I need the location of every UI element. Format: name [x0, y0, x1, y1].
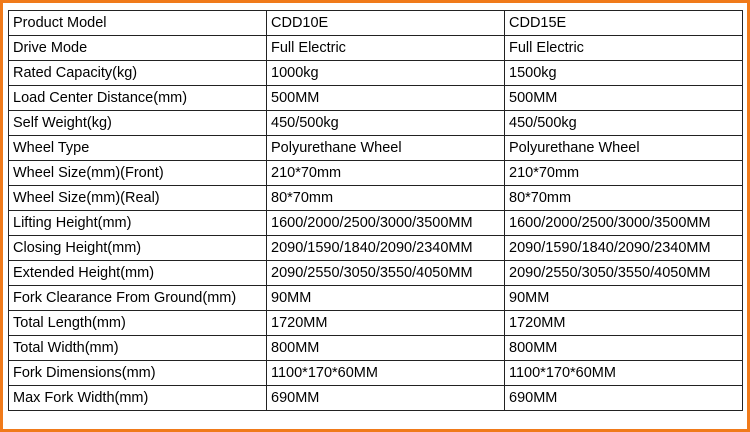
spec-value-cdd10e-cell: 1600/2000/2500/3000/3500MM: [267, 211, 505, 236]
spec-value-cdd10e-cell: 1100*170*60MM: [267, 361, 505, 386]
spec-value-cdd10e-cell: 500MM: [267, 86, 505, 111]
header-model-1-cell: CDD10E: [267, 11, 505, 36]
header-label-cell: Product Model: [9, 11, 267, 36]
spec-value-cdd10e-cell: 690MM: [267, 386, 505, 411]
table-row: [9, 336, 743, 361]
table-row: [9, 211, 743, 236]
table-row: [9, 61, 743, 86]
spec-label-cell: Max Fork Width(mm): [9, 386, 267, 411]
table-row: [9, 36, 743, 61]
table-row: [9, 161, 743, 186]
spec-value-cdd10e-cell: 1720MM: [267, 311, 505, 336]
spec-value-cdd15e-cell: 1500kg: [505, 61, 743, 86]
spec-label-cell: Fork Dimensions(mm): [9, 361, 267, 386]
spec-table: [8, 10, 743, 411]
spec-value-cdd10e-cell: 80*70mm: [267, 186, 505, 211]
spec-label-cell: Total Width(mm): [9, 336, 267, 361]
spec-label-cell: Rated Capacity(kg): [9, 61, 267, 86]
table-row: [9, 261, 743, 286]
spec-value-cdd15e-cell: Polyurethane Wheel: [505, 136, 743, 161]
table-row: [9, 311, 743, 336]
spec-label-cell: Fork Clearance From Ground(mm): [9, 286, 267, 311]
table-row: [9, 236, 743, 261]
spec-label-cell: Wheel Size(mm)(Front): [9, 161, 267, 186]
spec-value-cdd10e-cell: Polyurethane Wheel: [267, 136, 505, 161]
spec-value-cdd15e-cell: 2090/2550/3050/3550/4050MM: [505, 261, 743, 286]
spec-value-cdd10e-cell: 1000kg: [267, 61, 505, 86]
spec-value-cdd10e-cell: Full Electric: [267, 36, 505, 61]
spec-table-body: [9, 11, 743, 411]
spec-label-cell: Extended Height(mm): [9, 261, 267, 286]
spec-label-cell: Wheel Size(mm)(Real): [9, 186, 267, 211]
table-row: [9, 386, 743, 411]
table-row: [9, 136, 743, 161]
spec-label-cell: Load Center Distance(mm): [9, 86, 267, 111]
spec-value-cdd10e-cell: 2090/1590/1840/2090/2340MM: [267, 236, 505, 261]
spec-value-cdd10e-cell: 210*70mm: [267, 161, 505, 186]
spec-value-cdd15e-cell: 1100*170*60MM: [505, 361, 743, 386]
spec-label-cell: Closing Height(mm): [9, 236, 267, 261]
spec-value-cdd15e-cell: Full Electric: [505, 36, 743, 61]
table-header-row: [9, 11, 743, 36]
spec-label-cell: Drive Mode: [9, 36, 267, 61]
spec-value-cdd15e-cell: 1600/2000/2500/3000/3500MM: [505, 211, 743, 236]
header-model-2-cell: CDD15E: [505, 11, 743, 36]
spec-value-cdd15e-cell: 500MM: [505, 86, 743, 111]
table-row: [9, 86, 743, 111]
spec-value-cdd15e-cell: 800MM: [505, 336, 743, 361]
spec-value-cdd15e-cell: 2090/1590/1840/2090/2340MM: [505, 236, 743, 261]
spec-value-cdd15e-cell: 210*70mm: [505, 161, 743, 186]
table-row: [9, 286, 743, 311]
spec-value-cdd15e-cell: 690MM: [505, 386, 743, 411]
spec-value-cdd10e-cell: 90MM: [267, 286, 505, 311]
spec-value-cdd10e-cell: 450/500kg: [267, 111, 505, 136]
spec-value-cdd15e-cell: 1720MM: [505, 311, 743, 336]
spec-value-cdd15e-cell: 80*70mm: [505, 186, 743, 211]
spec-value-cdd15e-cell: 450/500kg: [505, 111, 743, 136]
spec-value-cdd10e-cell: 800MM: [267, 336, 505, 361]
spec-value-cdd15e-cell: 90MM: [505, 286, 743, 311]
spec-label-cell: Wheel Type: [9, 136, 267, 161]
table-row: [9, 186, 743, 211]
spec-value-cdd10e-cell: 2090/2550/3050/3550/4050MM: [267, 261, 505, 286]
spec-label-cell: Lifting Height(mm): [9, 211, 267, 236]
table-row: [9, 361, 743, 386]
spec-label-cell: Total Length(mm): [9, 311, 267, 336]
table-row: [9, 111, 743, 136]
spec-label-cell: Self Weight(kg): [9, 111, 267, 136]
